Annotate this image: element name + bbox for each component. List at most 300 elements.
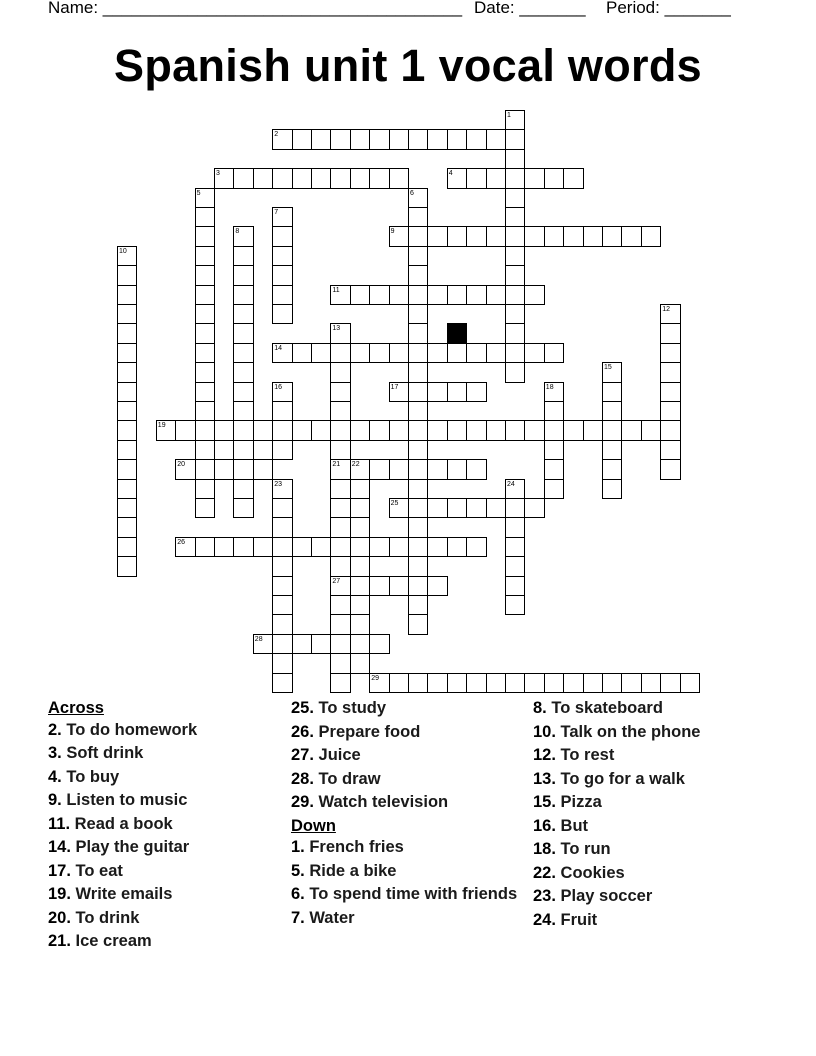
crossword-cell[interactable] [389, 673, 409, 693]
crossword-cell[interactable] [350, 595, 370, 615]
crossword-cell[interactable] [408, 129, 428, 149]
crossword-cell[interactable] [117, 517, 137, 537]
crossword-cell[interactable] [330, 382, 350, 402]
crossword-cell[interactable] [350, 343, 370, 363]
crossword-cell[interactable] [311, 634, 331, 654]
crossword-cell[interactable] [447, 168, 467, 188]
crossword-cell[interactable] [505, 517, 525, 537]
crossword-cell[interactable] [195, 537, 215, 557]
crossword-cell[interactable] [117, 323, 137, 343]
crossword-cell[interactable] [408, 323, 428, 343]
crossword-cell[interactable] [389, 420, 409, 440]
crossword-cell[interactable] [660, 304, 680, 324]
crossword-cell[interactable] [175, 537, 195, 557]
crossword-cell[interactable] [330, 323, 350, 343]
crossword-cell[interactable] [369, 129, 389, 149]
crossword-cell[interactable] [272, 265, 292, 285]
crossword-cell[interactable] [330, 168, 350, 188]
crossword-cell[interactable] [447, 459, 467, 479]
crossword-cell[interactable] [233, 382, 253, 402]
crossword-cell[interactable] [408, 207, 428, 227]
crossword-cell[interactable] [505, 537, 525, 557]
crossword-cell[interactable] [486, 420, 506, 440]
crossword-cell[interactable] [117, 440, 137, 460]
crossword-cell[interactable] [292, 420, 312, 440]
crossword-cell[interactable] [195, 382, 215, 402]
crossword-cell[interactable] [195, 246, 215, 266]
crossword-cell[interactable] [427, 576, 447, 596]
crossword-cell[interactable] [544, 226, 564, 246]
crossword-cell[interactable] [641, 673, 661, 693]
crossword-cell[interactable] [583, 226, 603, 246]
crossword-cell[interactable] [505, 479, 525, 499]
crossword-cell[interactable] [427, 537, 447, 557]
crossword-cell[interactable] [505, 168, 525, 188]
crossword-cell[interactable] [466, 168, 486, 188]
crossword-cell[interactable] [563, 420, 583, 440]
crossword-cell[interactable] [408, 576, 428, 596]
crossword-cell[interactable] [427, 673, 447, 693]
crossword-cell[interactable] [233, 537, 253, 557]
crossword-cell[interactable] [272, 595, 292, 615]
crossword-cell[interactable] [272, 556, 292, 576]
crossword-cell[interactable] [117, 420, 137, 440]
crossword-cell[interactable] [466, 226, 486, 246]
crossword-cell[interactable] [117, 556, 137, 576]
crossword-cell[interactable] [330, 343, 350, 363]
crossword-cell[interactable] [544, 343, 564, 363]
crossword-cell[interactable] [660, 673, 680, 693]
crossword-cell[interactable] [486, 226, 506, 246]
crossword-cell[interactable] [524, 420, 544, 440]
crossword-cell[interactable] [117, 382, 137, 402]
crossword-cell[interactable] [680, 673, 700, 693]
crossword-cell[interactable] [524, 168, 544, 188]
crossword-cell[interactable] [330, 653, 350, 673]
crossword-cell[interactable] [195, 362, 215, 382]
crossword-cell[interactable] [195, 226, 215, 246]
crossword-cell[interactable] [408, 382, 428, 402]
crossword-cell[interactable] [369, 459, 389, 479]
crossword-cell[interactable] [466, 382, 486, 402]
crossword-cell[interactable] [466, 420, 486, 440]
crossword-cell[interactable] [350, 576, 370, 596]
crossword-cell[interactable] [466, 459, 486, 479]
crossword-cell[interactable] [272, 382, 292, 402]
crossword-cell[interactable] [408, 517, 428, 537]
crossword-cell[interactable] [195, 459, 215, 479]
crossword-cell[interactable] [330, 517, 350, 537]
crossword-cell[interactable] [505, 265, 525, 285]
crossword-cell[interactable] [233, 440, 253, 460]
crossword-cell[interactable] [233, 420, 253, 440]
crossword-cell[interactable] [272, 614, 292, 634]
crossword-cell[interactable] [272, 246, 292, 266]
crossword-cell[interactable] [311, 168, 331, 188]
crossword-cell[interactable] [505, 188, 525, 208]
crossword-cell[interactable] [660, 382, 680, 402]
crossword-cell[interactable] [253, 459, 273, 479]
crossword-cell[interactable] [330, 401, 350, 421]
crossword-cell[interactable] [602, 459, 622, 479]
crossword-cell[interactable] [408, 265, 428, 285]
crossword-cell[interactable] [350, 129, 370, 149]
crossword-cell[interactable] [408, 479, 428, 499]
crossword-cell[interactable] [195, 440, 215, 460]
crossword-cell[interactable] [233, 498, 253, 518]
crossword-cell[interactable] [195, 498, 215, 518]
crossword-cell[interactable] [330, 285, 350, 305]
crossword-cell[interactable] [660, 459, 680, 479]
crossword-cell[interactable] [233, 304, 253, 324]
crossword-cell[interactable] [311, 129, 331, 149]
crossword-cell[interactable] [195, 207, 215, 227]
crossword-cell[interactable] [350, 517, 370, 537]
crossword-cell[interactable] [253, 420, 273, 440]
crossword-cell[interactable] [544, 479, 564, 499]
crossword-cell[interactable] [233, 459, 253, 479]
crossword-cell[interactable] [505, 673, 525, 693]
crossword-cell[interactable] [408, 440, 428, 460]
crossword-cell[interactable] [408, 226, 428, 246]
crossword-cell[interactable] [175, 420, 195, 440]
crossword-cell[interactable] [466, 129, 486, 149]
crossword-cell[interactable] [466, 498, 486, 518]
crossword-cell[interactable] [505, 207, 525, 227]
crossword-cell[interactable] [486, 673, 506, 693]
crossword-cell[interactable] [272, 304, 292, 324]
crossword-cell[interactable] [544, 420, 564, 440]
crossword-cell[interactable] [524, 673, 544, 693]
crossword-cell[interactable] [660, 343, 680, 363]
crossword-cell[interactable] [602, 673, 622, 693]
crossword-cell[interactable] [272, 537, 292, 557]
crossword-cell[interactable] [505, 246, 525, 266]
crossword-cell[interactable] [311, 537, 331, 557]
crossword-cell[interactable] [621, 420, 641, 440]
crossword-cell[interactable] [292, 343, 312, 363]
crossword-cell[interactable] [408, 537, 428, 557]
crossword-cell[interactable] [408, 188, 428, 208]
crossword-cell[interactable] [621, 673, 641, 693]
crossword-cell[interactable] [389, 343, 409, 363]
crossword-cell[interactable] [350, 285, 370, 305]
crossword-cell[interactable] [602, 420, 622, 440]
crossword-cell[interactable] [447, 420, 467, 440]
crossword-cell[interactable] [369, 537, 389, 557]
crossword-cell[interactable] [641, 420, 661, 440]
crossword-cell[interactable] [505, 362, 525, 382]
crossword-cell[interactable] [408, 459, 428, 479]
crossword-cell[interactable] [195, 323, 215, 343]
crossword-cell[interactable] [233, 323, 253, 343]
crossword-cell[interactable] [544, 459, 564, 479]
crossword-cell[interactable] [233, 168, 253, 188]
crossword-cell[interactable] [427, 420, 447, 440]
crossword-cell[interactable] [292, 634, 312, 654]
crossword-cell[interactable] [369, 285, 389, 305]
crossword-cell[interactable] [583, 420, 603, 440]
crossword-cell[interactable] [389, 459, 409, 479]
crossword-cell[interactable] [447, 226, 467, 246]
crossword-cell[interactable] [408, 420, 428, 440]
crossword-cell[interactable] [660, 401, 680, 421]
crossword-cell[interactable] [660, 323, 680, 343]
crossword-cell[interactable] [330, 459, 350, 479]
crossword-cell[interactable] [272, 207, 292, 227]
crossword-cell[interactable] [292, 129, 312, 149]
crossword-cell[interactable] [272, 498, 292, 518]
crossword-cell[interactable] [330, 576, 350, 596]
crossword-cell[interactable] [602, 382, 622, 402]
crossword-cell[interactable] [602, 440, 622, 460]
crossword-cell[interactable] [272, 673, 292, 693]
crossword-cell[interactable] [350, 537, 370, 557]
crossword-cell[interactable] [272, 440, 292, 460]
crossword-cell[interactable] [408, 246, 428, 266]
crossword-cell[interactable] [350, 556, 370, 576]
crossword-cell[interactable] [369, 673, 389, 693]
crossword-cell[interactable] [660, 440, 680, 460]
crossword-cell[interactable] [447, 382, 467, 402]
crossword-cell[interactable] [486, 343, 506, 363]
crossword-cell[interactable] [272, 653, 292, 673]
crossword-cell[interactable] [408, 614, 428, 634]
crossword-cell[interactable] [544, 168, 564, 188]
crossword-cell[interactable] [389, 129, 409, 149]
crossword-cell[interactable] [350, 614, 370, 634]
crossword-cell[interactable] [408, 595, 428, 615]
crossword-cell[interactable] [311, 343, 331, 363]
crossword-cell[interactable] [195, 479, 215, 499]
crossword-cell[interactable] [408, 362, 428, 382]
crossword-cell[interactable] [330, 479, 350, 499]
crossword-cell[interactable] [272, 226, 292, 246]
crossword-cell[interactable] [563, 673, 583, 693]
crossword-cell[interactable] [408, 285, 428, 305]
crossword-cell[interactable] [272, 517, 292, 537]
crossword-cell[interactable] [214, 459, 234, 479]
crossword-cell[interactable] [389, 226, 409, 246]
crossword-cell[interactable] [505, 343, 525, 363]
crossword-cell[interactable] [369, 576, 389, 596]
crossword-cell[interactable] [602, 401, 622, 421]
crossword-cell[interactable] [427, 285, 447, 305]
crossword-cell[interactable] [641, 226, 661, 246]
crossword-cell[interactable] [195, 188, 215, 208]
crossword-cell[interactable] [233, 285, 253, 305]
crossword-cell[interactable] [117, 246, 137, 266]
crossword-cell[interactable] [330, 362, 350, 382]
crossword-cell[interactable] [369, 420, 389, 440]
crossword-cell[interactable] [466, 673, 486, 693]
crossword-cell[interactable] [272, 129, 292, 149]
crossword-cell[interactable] [117, 459, 137, 479]
crossword-cell[interactable] [350, 653, 370, 673]
crossword-cell[interactable] [486, 129, 506, 149]
crossword-cell[interactable] [272, 479, 292, 499]
crossword-cell[interactable] [195, 304, 215, 324]
crossword-cell[interactable] [621, 226, 641, 246]
crossword-cell[interactable] [389, 168, 409, 188]
crossword-cell[interactable] [427, 498, 447, 518]
crossword-cell[interactable] [253, 537, 273, 557]
crossword-cell[interactable] [389, 382, 409, 402]
crossword-cell[interactable] [369, 168, 389, 188]
crossword-cell[interactable] [524, 226, 544, 246]
crossword-cell[interactable] [505, 576, 525, 596]
crossword-cell[interactable] [292, 537, 312, 557]
crossword-cell[interactable] [602, 226, 622, 246]
crossword-cell[interactable] [505, 498, 525, 518]
crossword-cell[interactable] [544, 401, 564, 421]
crossword-cell[interactable] [389, 285, 409, 305]
crossword-cell[interactable] [272, 420, 292, 440]
crossword-cell[interactable] [505, 556, 525, 576]
crossword-cell[interactable] [253, 168, 273, 188]
crossword-cell[interactable] [233, 401, 253, 421]
crossword-cell[interactable] [505, 129, 525, 149]
crossword-cell[interactable] [330, 634, 350, 654]
crossword-cell[interactable] [117, 343, 137, 363]
crossword-cell[interactable] [427, 459, 447, 479]
crossword-cell[interactable] [447, 673, 467, 693]
crossword-cell[interactable] [233, 343, 253, 363]
crossword-cell[interactable] [563, 168, 583, 188]
crossword-cell[interactable] [524, 343, 544, 363]
crossword-cell[interactable] [563, 226, 583, 246]
crossword-cell[interactable] [505, 226, 525, 246]
crossword-cell[interactable] [447, 129, 467, 149]
crossword-cell[interactable] [350, 498, 370, 518]
crossword-cell[interactable] [660, 420, 680, 440]
crossword-cell[interactable] [233, 265, 253, 285]
crossword-cell[interactable] [330, 440, 350, 460]
crossword-cell[interactable] [389, 576, 409, 596]
crossword-cell[interactable] [408, 498, 428, 518]
crossword-cell[interactable] [233, 246, 253, 266]
crossword-cell[interactable] [330, 595, 350, 615]
crossword-cell[interactable] [330, 556, 350, 576]
crossword-cell[interactable] [602, 479, 622, 499]
crossword-cell[interactable] [408, 343, 428, 363]
crossword-cell[interactable] [117, 265, 137, 285]
crossword-cell[interactable] [350, 168, 370, 188]
crossword-cell[interactable] [447, 498, 467, 518]
crossword-cell[interactable] [272, 576, 292, 596]
crossword-cell[interactable] [408, 304, 428, 324]
crossword-cell[interactable] [117, 304, 137, 324]
crossword-cell[interactable] [408, 401, 428, 421]
crossword-cell[interactable] [214, 168, 234, 188]
crossword-cell[interactable] [350, 634, 370, 654]
crossword-cell[interactable] [117, 285, 137, 305]
crossword-cell[interactable] [117, 362, 137, 382]
crossword-cell[interactable] [505, 149, 525, 169]
crossword-cell[interactable] [292, 168, 312, 188]
crossword-cell[interactable] [214, 420, 234, 440]
crossword-cell[interactable] [272, 285, 292, 305]
crossword-cell[interactable] [427, 343, 447, 363]
crossword-cell[interactable] [602, 362, 622, 382]
crossword-cell[interactable] [447, 285, 467, 305]
crossword-cell[interactable] [350, 479, 370, 499]
crossword-cell[interactable] [369, 343, 389, 363]
crossword-cell[interactable] [427, 226, 447, 246]
crossword-cell[interactable] [117, 498, 137, 518]
crossword-cell[interactable] [195, 265, 215, 285]
crossword-cell[interactable] [311, 420, 331, 440]
crossword-cell[interactable] [486, 168, 506, 188]
crossword-cell[interactable] [389, 498, 409, 518]
crossword-cell[interactable] [369, 634, 389, 654]
crossword-cell[interactable] [117, 401, 137, 421]
crossword-cell[interactable] [427, 129, 447, 149]
crossword-cell[interactable] [447, 537, 467, 557]
crossword-cell[interactable] [660, 362, 680, 382]
crossword-cell[interactable] [583, 673, 603, 693]
crossword-cell[interactable] [233, 479, 253, 499]
crossword-cell[interactable] [486, 498, 506, 518]
crossword-cell[interactable] [175, 459, 195, 479]
crossword-cell[interactable] [544, 382, 564, 402]
crossword-cell[interactable] [544, 440, 564, 460]
crossword-cell[interactable] [272, 168, 292, 188]
crossword-cell[interactable] [330, 673, 350, 693]
crossword-cell[interactable] [117, 479, 137, 499]
crossword-cell[interactable] [195, 343, 215, 363]
crossword-cell[interactable] [156, 420, 176, 440]
crossword-cell[interactable] [408, 673, 428, 693]
crossword-cell[interactable] [408, 556, 428, 576]
crossword-cell[interactable] [214, 537, 234, 557]
crossword-cell[interactable] [486, 285, 506, 305]
crossword-cell[interactable] [195, 285, 215, 305]
crossword-cell[interactable] [447, 343, 467, 363]
crossword-cell[interactable] [389, 537, 409, 557]
crossword-cell[interactable] [466, 537, 486, 557]
crossword-cell[interactable] [272, 401, 292, 421]
crossword-cell[interactable] [195, 401, 215, 421]
crossword-cell[interactable] [544, 673, 564, 693]
crossword-cell[interactable] [466, 343, 486, 363]
crossword-cell[interactable] [233, 362, 253, 382]
crossword-cell[interactable] [505, 323, 525, 343]
crossword-cell[interactable] [524, 498, 544, 518]
crossword-cell[interactable] [117, 537, 137, 557]
crossword-cell[interactable] [330, 537, 350, 557]
crossword-cell[interactable] [505, 420, 525, 440]
crossword-cell[interactable] [330, 614, 350, 634]
crossword-cell[interactable] [524, 285, 544, 305]
crossword-cell[interactable] [505, 110, 525, 130]
crossword-cell[interactable] [466, 285, 486, 305]
crossword-cell[interactable] [330, 129, 350, 149]
crossword-cell[interactable] [253, 634, 273, 654]
crossword-cell[interactable] [330, 498, 350, 518]
crossword-cell[interactable] [330, 420, 350, 440]
crossword-cell[interactable] [427, 382, 447, 402]
crossword-cell[interactable] [272, 634, 292, 654]
crossword-cell[interactable] [195, 420, 215, 440]
crossword-cell[interactable] [505, 595, 525, 615]
crossword-cell[interactable] [272, 343, 292, 363]
crossword-cell[interactable] [350, 459, 370, 479]
crossword-cell[interactable] [233, 226, 253, 246]
crossword-cell[interactable] [505, 285, 525, 305]
crossword-cell[interactable] [350, 420, 370, 440]
crossword-cell[interactable] [505, 304, 525, 324]
